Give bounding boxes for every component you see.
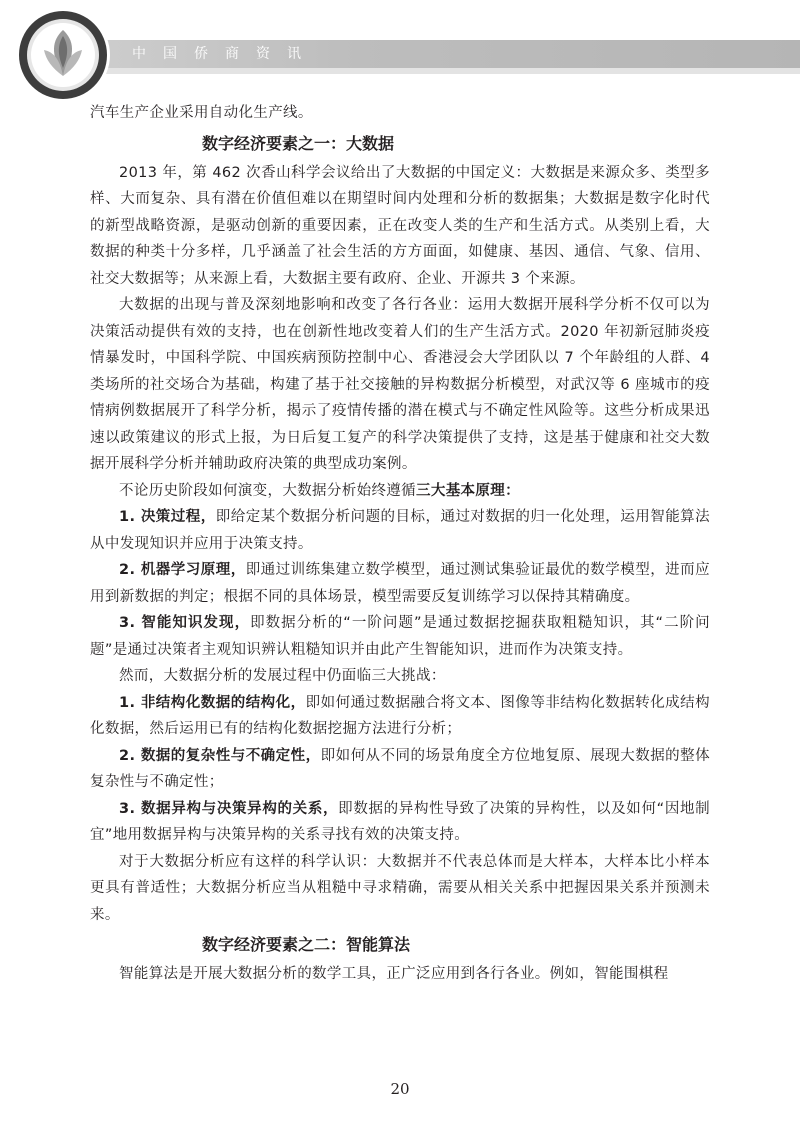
logo-emblem [14, 6, 112, 104]
body-paragraph [90, 690, 710, 743]
bold-text: 3. 智能知识发现， [119, 615, 251, 631]
body-paragraph [90, 849, 710, 929]
page-number: 20 [390, 1080, 410, 1098]
body-paragraph [90, 160, 710, 293]
paragraph-text: 即数据的异构性导致了决策的异构性，以及如何“因地制宜”地用数据异构与决策异构的关系寻找有效的决策支持。 [90, 800, 711, 843]
body-paragraph [90, 100, 710, 127]
bold-text: 2. 机器学习原理， [119, 562, 246, 578]
body-paragraph [90, 610, 710, 663]
paragraph-text: 然而，大数据分析的发展过程中仍面临三大挑战： [119, 668, 446, 684]
header-title: 中国侨商资讯 [132, 46, 318, 62]
paragraph-text: 汽车生产企业采用自动化生产线。 [90, 105, 313, 121]
paragraph-text: 智能算法是开展大数据分析的数学工具，正广泛应用到各行各业。例如，智能围棋程 [119, 966, 669, 982]
article-body [90, 100, 710, 988]
section-heading: 数字经济要素之一：大数据 [202, 133, 395, 153]
body-paragraph [90, 478, 710, 505]
bold-text: 1. 非结构化数据的结构化， [119, 694, 306, 711]
paragraph-text: 即如何从不同的场景角度全方位地复原、展现大数据的整体复杂性与不确定性； [90, 747, 710, 790]
page-header [0, 0, 800, 110]
paragraph-text: 大数据的出现与普及深刻地影响和改变了各行各业：运用大数据开展科学分析不仅可以为决策活动提供有效的支持，也在创新性地改变着人们的生产生活方式。2020 年初新冠肺炎疫情暴发时，中国科学院、中国疾病预防控制中心、香港浸会大学团队以 7 个年龄组的人群、4 类场所的社交场合为基础，构建了基于社交接触的异构数据分析模型，对武汉等 6 座城市的疫情病例数据展开了科学分析，揭示了疫情传播的潜在模式与不确定性风险等。这些分析成果迅速以政策建议的形式上报，为日后复工复产的科学决策提供了支持，这是基于健康和社交大数据开展科学分析并辅助政府决策的典型成功案例。 [90, 297, 710, 472]
body-paragraph [90, 796, 710, 849]
section-heading: 数字经济要素之二：智能算法 [202, 935, 411, 954]
header-band-shadow [60, 68, 800, 74]
paragraph-text: 即如何通过数据融合将文本、图像等非结构化数据转化成结构化数据，然后运用已有的结构化数据挖掘方法进行分析； [90, 694, 710, 737]
body-paragraph [90, 557, 710, 610]
paragraph-text: 对于大数据分析应有这样的科学认识：大数据并不代表总体而是大样本，大样本比小样本更具有普适性；大数据分析应当从粗糙中寻求精确，需要从相关关系中把握因果关系并预测未来。 [90, 853, 710, 923]
bold-text: 3. 数据异构与决策异构的关系， [119, 800, 339, 817]
bold-text: 2. 数据的复杂性与不确定性， [119, 747, 321, 764]
paragraph-text: 不论历史阶段如何演变，大数据分析始终遵循 [119, 482, 416, 499]
body-paragraph [90, 504, 710, 557]
body-paragraph [90, 961, 710, 988]
paragraph-text: 即通过训练集建立数学模型，通过测试集验证最优的数学模型，进而应用到新数据的判定；根据不同的具体场景，模型需要反复训练学习以保持其精确度。 [90, 562, 710, 605]
bold-text: 1. 决策过程， [119, 509, 216, 525]
paragraph-text: 即数据分析的“一阶问题”是通过数据挖掘获取粗糙知识，其“二阶问题”是通过决策者主观知识辨认粗糙知识并由此产生智能知识，进而作为决策支持。 [90, 615, 710, 658]
bold-text: 三大基本原理： [416, 482, 520, 499]
body-paragraph [90, 292, 710, 478]
body-paragraph [90, 743, 710, 796]
paragraph-text: 即给定某个数据分析问题的目标，通过对数据的归一化处理，运用智能算法从中发现知识并应用于决策支持。 [90, 509, 711, 552]
body-paragraph [90, 663, 710, 690]
paragraph-text: 2013 年，第 462 次香山科学会议给出了大数据的中国定义：大数据是来源众多、类型多样、大而复杂、具有潜在价值但难以在期望时间内处理和分析的数据集；大数据是数字化时代的新型战略资源，是驱动创新的重要因素，正在改变人类的生产和生活方式。从类别上看，大数据的种类十分多样，几乎涵盖了社会生活的方方面面，如健康、基因、通信、气象、信用、社交大数据等；从来源上看，大数据主要有政府、企业、开源共 3 个来源。 [90, 164, 710, 287]
